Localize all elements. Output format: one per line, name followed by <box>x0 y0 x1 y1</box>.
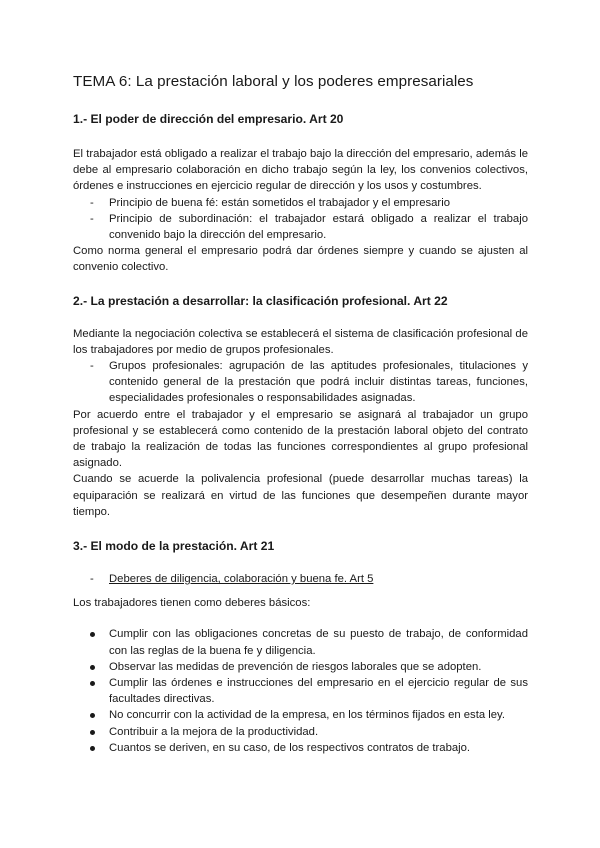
bullet-icon <box>90 665 95 670</box>
list-item: - Grupos profesionales: agrupación de las aptitudes profesionales, titulaciones y contenido general de la prestación que podrá incluir distintas tareas, funciones, especialidades profesionales o responsabilidades asignadas. <box>90 360 528 405</box>
dash-marker: - <box>90 196 94 209</box>
section-1-heading: 1.- El poder de dirección del empresario. Art 20 <box>73 112 344 126</box>
section-3-heading: 3.- El modo de la prestación. Art 21 <box>73 539 275 554</box>
dash-marker: - <box>90 360 94 373</box>
list-item: - Principio de buena fé: están sometidos el trabajador y el empresario <box>73 195 528 211</box>
section-3-lead: Los trabajadores tienen como deberes básicos: <box>73 597 311 610</box>
section-3-sublist <box>73 571 528 587</box>
list-item: - Deberes de diligencia, colaboración y buena fe. Art 5 <box>73 571 528 587</box>
document-title: TEMA 6: La prestación laboral y los poderes empresariales <box>73 73 474 90</box>
section-2-heading: 2.- La prestación a desarrollar: la clasificación profesional. Art 22 <box>73 293 448 308</box>
bullet-icon <box>90 713 95 718</box>
section-1-intro: El trabajador está obligado a realizar el trabajo bajo la dirección del empresario, además le debe al empresario colaboración en dicho trabajo según la ley, los convenios colectivos, órdenes e instrucciones en ejercicio regular de dirección y los usos y costumbres. <box>73 148 528 193</box>
bullet-icon <box>90 681 95 686</box>
list-item: Cuantos se deriven, en su caso, de los respectivos contratos de trabajo. <box>73 740 528 756</box>
bullet-icon <box>90 730 95 735</box>
section-2-outro-2: Cuando se acuerde la polivalencia profesional (puede desarrollar muchas tareas) la equiparación se realizará en virtud de las funciones que desempeñen durante mayor tiempo. <box>73 473 528 518</box>
bullet-icon <box>90 746 95 751</box>
section-2-list <box>73 358 528 407</box>
section-1-outro: Como norma general el empresario podrá dar órdenes siempre y cuando se ajusten al convenio colectivo. <box>73 245 528 274</box>
list-item: - Principio de subordinación: el trabajador estará obligado a realizar el trabajo convenido bajo la dirección del empresario. <box>90 212 528 242</box>
bullet-icon <box>90 632 95 637</box>
section-2-intro: Mediante la negociación colectiva se establecerá el sistema de clasificación profesional de los trabajadores por medio de grupos profesionales. <box>73 327 528 356</box>
document-page <box>73 72 528 756</box>
section-3-bullets <box>73 626 528 756</box>
list-item: Contribuir a la mejora de la productividad. <box>73 724 528 740</box>
list-item: Cumplir las órdenes e instrucciones del empresario en el ejercicio regular de sus facultades directivas. <box>73 675 528 707</box>
list-item: Cumplir con las obligaciones concretas de su puesto de trabajo, de conformidad con las reglas de la buena fe y diligencia. <box>73 626 528 658</box>
dash-marker: - <box>90 573 94 586</box>
section-1-list <box>73 195 528 244</box>
dash-marker: - <box>90 212 94 225</box>
list-item: No concurrir con la actividad de la empresa, en los términos fijados en esta ley. <box>73 707 528 723</box>
section-2-outro-1: Por acuerdo entre el trabajador y el empresario se asignará al trabajador un grupo profesional y se establecerá como contenido de la prestación laboral objeto del contrato de trabajo la realización de todas las funciones correspondientes al grupo profesional asignado. <box>73 408 528 470</box>
list-item: Observar las medidas de prevención de riesgos laborales que se adopten. <box>73 659 528 675</box>
